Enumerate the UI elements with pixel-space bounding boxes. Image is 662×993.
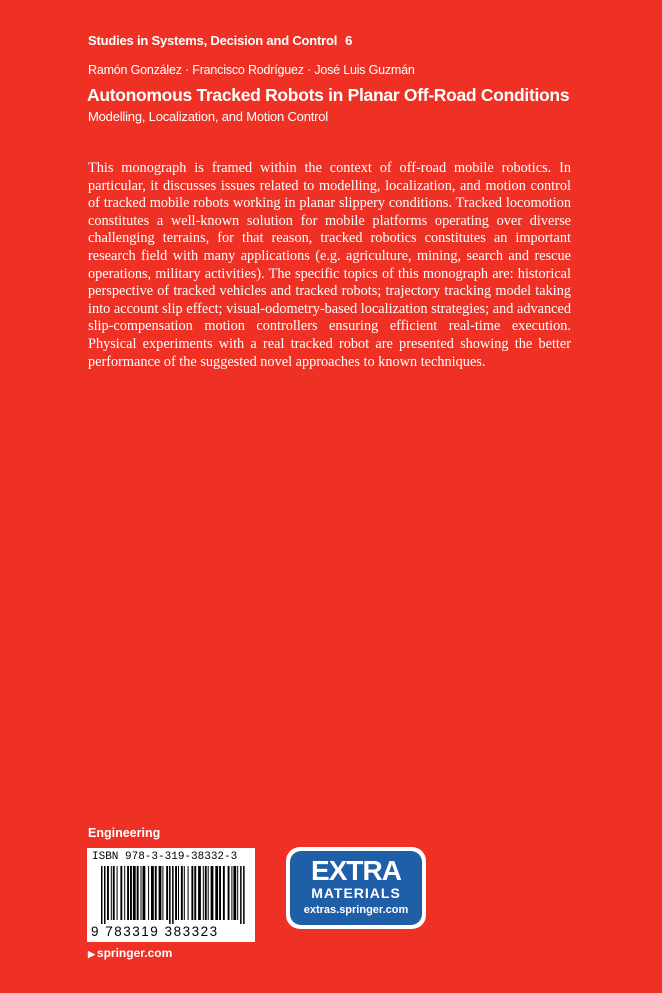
barcode-digits: 9 783319 383323 bbox=[91, 924, 219, 939]
barcode bbox=[87, 848, 255, 942]
badge-url: extras.springer.com bbox=[303, 904, 409, 916]
series-volume: 6 bbox=[345, 33, 353, 48]
publisher-link-label: springer.com bbox=[96, 946, 173, 960]
abstract-paragraph: This monograph is framed within the context of off-road mobile robotics. In particular, it discusses issues related to modelling, localization, and motion control of tracked mobile robots working in planar slippery conditions. Tracked locomotion constitutes a well-known solution for mobile platforms operating over diverse challenging terrains, for that reason, tracked robotics constitutes an important research field with many applications (e.g. agriculture, mining, search and rescue operations, military activities). The specific topics of this monograph are: historical perspective of tracked vehicles and tracked robots; trajectory tracking model taking into account slip effect; visual-odometry-based localization strategies; and advanced slip-compensation motion controllers ensuring efficient real-time execution. Physical experiments with a real tracked robot are presented showing the better performance of the suggested novel approaches to known techniques. bbox=[88, 160, 571, 370]
extra-materials-badge-inner bbox=[290, 851, 422, 925]
subject-category: Engineering bbox=[88, 826, 161, 840]
book-subtitle: Modelling, Localization, and Motion Control bbox=[88, 109, 328, 124]
isbn-text: ISBN 978-3-319-38332-3 bbox=[92, 851, 238, 863]
book-title: Autonomous Tracked Robots in Planar Off-Road Conditions bbox=[87, 85, 570, 105]
triangle-right-icon: ▶ bbox=[88, 949, 95, 959]
series-line bbox=[88, 33, 352, 48]
extra-materials-badge bbox=[286, 847, 426, 929]
series-name: Studies in Systems, Decision and Control bbox=[88, 33, 338, 48]
authors: Ramón González · Francisco Rodríguez · José Luis Guzmán bbox=[88, 63, 415, 77]
badge-line-2: MATERIALS bbox=[311, 885, 401, 901]
barcode-bars bbox=[91, 866, 251, 924]
badge-line-1: EXTRA bbox=[311, 855, 401, 886]
publisher-link[interactable] bbox=[88, 946, 172, 960]
